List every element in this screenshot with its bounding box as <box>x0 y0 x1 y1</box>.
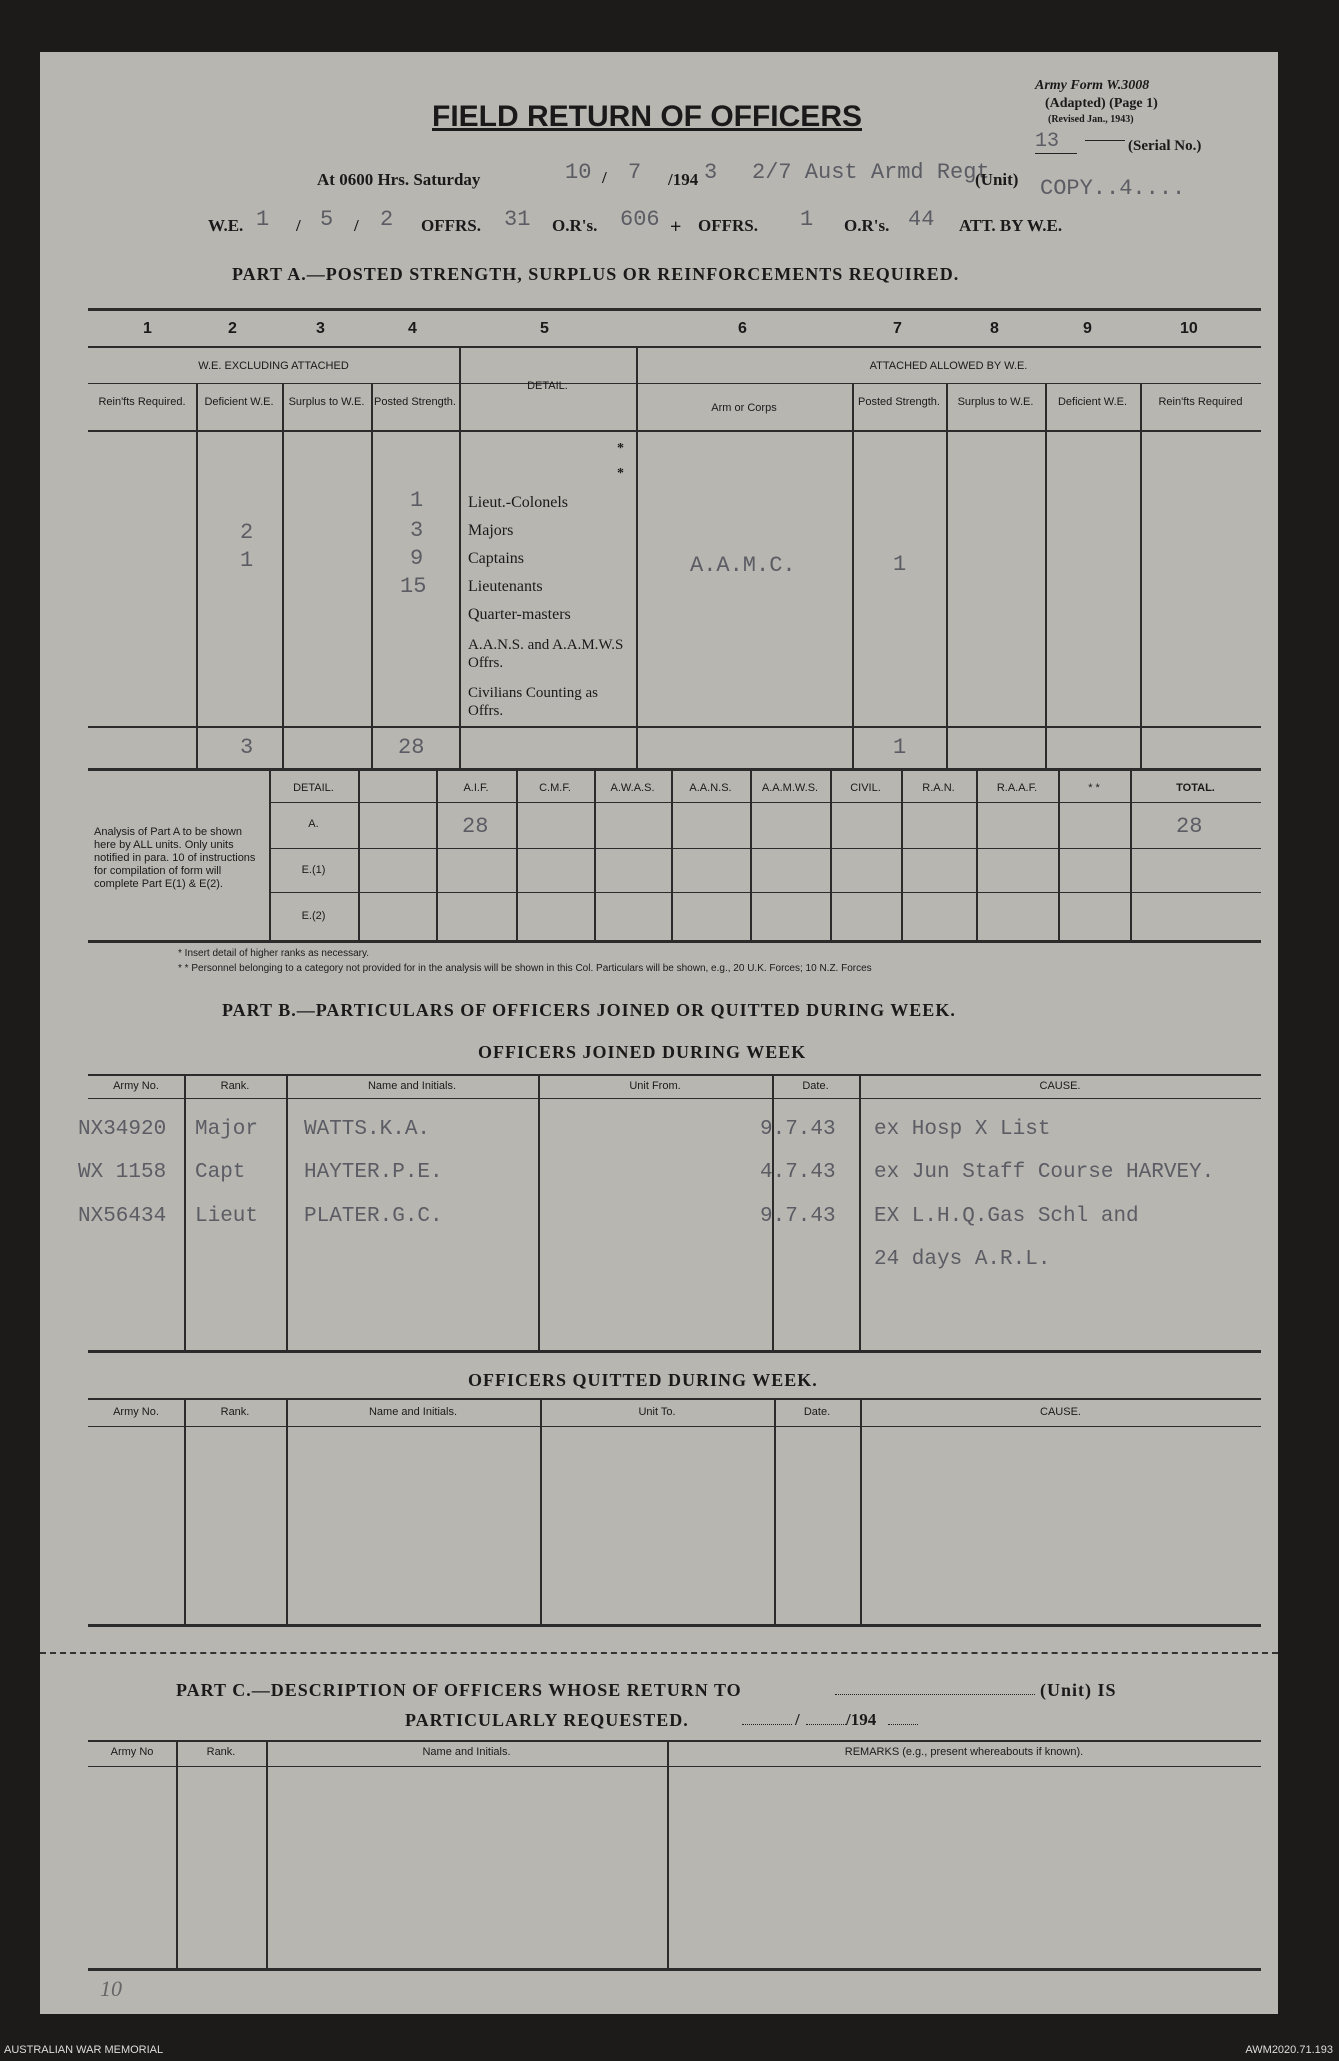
part-c-col-line <box>266 1740 268 1970</box>
part-c-header-rule <box>88 1766 1261 1767</box>
analysis-header-civil: CIVIL. <box>850 782 881 794</box>
perforation-line <box>40 1652 1278 1654</box>
part-c-unit-label: (Unit) IS <box>1040 1680 1117 1700</box>
analysis-col-line <box>1130 770 1132 942</box>
col-number: 2 <box>228 320 237 337</box>
part-b-title: PART B.—PARTICULARS OF OFFICERS JOINED OR QUITTED DURING WEEK. <box>222 1000 956 1020</box>
analysis-col-line <box>1058 770 1060 942</box>
copy-note: COPY..4.... <box>1040 176 1186 201</box>
posted-captains: 9 <box>410 546 424 571</box>
header-att-reinfts: Rein'fts Required <box>1158 396 1243 408</box>
col-number: 1 <box>143 320 152 337</box>
analysis-row-label: E.(1) <box>301 864 326 876</box>
part-a-col-line <box>459 346 461 768</box>
serial-value: 13 <box>1035 130 1077 154</box>
at-line-prefix: At 0600 Hrs. Saturday <box>317 170 481 189</box>
star-mark: * <box>617 466 624 481</box>
col-number: 8 <box>990 320 999 337</box>
joined-header-unit: Unit From. <box>629 1080 681 1092</box>
part-c-date-blank-3 <box>888 1724 918 1725</box>
serial-label: (Serial No.) <box>1128 138 1202 154</box>
analysis-header-aans: A.A.N.S. <box>689 782 732 794</box>
header-arm-corps: Arm or Corps <box>711 402 777 414</box>
arm-corps-value: A.A.M.C. <box>690 553 796 578</box>
posted-majors: 3 <box>410 518 424 543</box>
part-c-header-remarks: REMARKS (e.g., present whereabouts if known). <box>844 1746 1084 1758</box>
analysis-col-line <box>594 770 596 942</box>
joined-col-line <box>184 1074 186 1352</box>
analysis-header-other: * * <box>1088 782 1100 794</box>
header-posted: Posted Strength. <box>374 396 456 408</box>
row-cause: ex Hosp X List <box>874 1118 1051 1141</box>
we-value-2: 5 <box>320 207 334 232</box>
row-army-no: NX56434 <box>78 1205 167 1228</box>
rank-label: Majors <box>468 522 514 539</box>
part-a-group-rule-right <box>636 383 1261 384</box>
part-a-top-rule <box>88 308 1261 311</box>
quitted-header-unit: Unit To. <box>638 1406 676 1418</box>
quitted-top-rule <box>88 1398 1261 1400</box>
part-a-header-rule <box>88 430 1261 432</box>
quitted-header-date: Date. <box>803 1406 831 1418</box>
att-by-we: ATT. BY W.E. <box>959 216 1063 235</box>
deficient-majors: 2 <box>240 520 254 545</box>
quitted-header-cause: CAUSE. <box>1040 1406 1081 1418</box>
margin-note: 10 <box>100 1976 122 2001</box>
att-posted-value: 1 <box>893 552 907 577</box>
joined-header-armyno: Army No. <box>113 1080 159 1092</box>
rank-label: Quarter-masters <box>468 606 571 623</box>
group-right-header: ATTACHED ALLOWED BY W.E. <box>869 360 1028 372</box>
analysis-header-rule <box>269 802 1261 803</box>
rank-label: Captains <box>468 550 524 567</box>
part-c-bottom-rule <box>88 1968 1261 1971</box>
part-a-col-line <box>1140 383 1142 768</box>
part-c-line2: PARTICULARLY REQUESTED. <box>405 1710 689 1730</box>
row-army-no: NX34920 <box>78 1118 167 1141</box>
analysis-aif-value: 28 <box>462 814 489 839</box>
footnote-2: * * Personnel belonging to a category not provided for in the analysis will be shown in this Col. Particulars will be shown, e.g., 20 U.K. Forces; 10 N.Z. Forces <box>178 963 872 974</box>
part-a-col-line <box>371 383 373 768</box>
form-id-line3: (Revised Jan., 1943) <box>1048 114 1134 125</box>
we-value-3: 2 <box>380 207 394 232</box>
form-id-line1: Army Form W.3008 <box>1035 78 1150 93</box>
part-c-col-line <box>176 1740 178 1970</box>
analysis-col-line <box>516 770 518 942</box>
footnote-1: * Insert detail of higher ranks as necessary. <box>178 948 370 959</box>
analysis-col-line <box>358 770 360 942</box>
plus-sign: + <box>670 216 682 238</box>
col-number: 6 <box>738 320 747 337</box>
col-number: 9 <box>1083 320 1092 337</box>
offrs-value: 31 <box>504 207 531 232</box>
row-cause: 24 days A.R.L. <box>874 1248 1051 1271</box>
total-deficient: 3 <box>240 735 254 760</box>
header-surplus: Surplus to W.E. <box>288 396 365 408</box>
part-c-header-name: Name and Initials. <box>422 1746 511 1758</box>
deficient-captains: 1 <box>240 548 254 573</box>
analysis-header-aamws: A.A.M.W.S. <box>761 782 819 794</box>
part-c-line1: PART C.—DESCRIPTION OF OFFICERS WHOSE RETURN TO <box>176 1680 742 1700</box>
rank-label: Lieutenants <box>468 578 543 595</box>
ors-value: 606 <box>620 207 660 232</box>
quitted-header-armyno: Army No. <box>113 1406 159 1418</box>
quitted-header-name: Name and Initials. <box>368 1406 458 1418</box>
star-mark: * <box>617 441 624 456</box>
quitted-title: OFFICERS QUITTED DURING WEEK. <box>468 1370 818 1390</box>
header-reinfts: Rein'fts Required. <box>98 396 186 408</box>
offrs2-label: OFFRS. <box>698 216 758 235</box>
offrs2-value: 1 <box>800 207 814 232</box>
quitted-col-line <box>540 1398 542 1626</box>
at-year: 3 <box>704 160 718 185</box>
row-rank: Major <box>195 1118 259 1141</box>
total-att-posted: 1 <box>893 735 907 760</box>
header-att-surplus: Surplus to W.E. <box>957 396 1034 408</box>
part-c-header-rank: Rank. <box>206 1746 236 1758</box>
col-number: 4 <box>408 320 417 337</box>
part-a-total-rule <box>88 726 1261 728</box>
row-name: WATTS.K.A. <box>304 1118 431 1141</box>
quitted-header-rank: Rank. <box>220 1406 250 1418</box>
total-posted: 28 <box>398 735 425 760</box>
analysis-header-raaf: R.A.A.F. <box>996 782 1038 794</box>
joined-bottom-rule <box>88 1350 1261 1353</box>
analysis-header-detail: DETAIL. <box>293 782 334 794</box>
analysis-row-label: E.(2) <box>301 910 326 922</box>
group-left-header: W.E. EXCLUDING ATTACHED <box>198 360 349 372</box>
part-c-header-armyno: Army No <box>110 1746 154 1758</box>
joined-header-rank: Rank. <box>220 1080 250 1092</box>
joined-header-name: Name and Initials. <box>367 1080 457 1092</box>
joined-col-line <box>538 1074 540 1352</box>
row-name: PLATER.G.C. <box>304 1205 443 1228</box>
posted-lt-col: 1 <box>410 488 424 513</box>
form-title: FIELD RETURN OF OFFICERS <box>432 100 862 133</box>
joined-header-date: Date. <box>802 1080 829 1092</box>
form-id-line2: (Adapted) (Page 1) <box>1045 96 1158 111</box>
header-deficient: Deficient W.E. <box>204 396 274 408</box>
analysis-col-line <box>830 770 832 942</box>
part-c-date-blank-2 <box>806 1724 846 1725</box>
analysis-col-line <box>750 770 752 942</box>
offrs-label: OFFRS. <box>421 216 481 235</box>
ors-label: O.R's. <box>552 216 598 235</box>
ors2-value: 44 <box>908 207 935 232</box>
part-a-col-line <box>196 383 198 768</box>
header-att-posted: Posted Strength. <box>858 396 940 408</box>
quitted-header-rule <box>88 1426 1261 1427</box>
part-c-col-line <box>667 1740 669 1970</box>
analysis-row-label: A. <box>308 818 319 830</box>
unit-label: (Unit) <box>975 170 1019 189</box>
analysis-col-line <box>671 770 673 942</box>
analysis-header-ran: R.A.N. <box>922 782 955 794</box>
analysis-header-aif: A.I.F. <box>463 782 489 794</box>
we-value-1: 1 <box>256 207 270 232</box>
part-a-col-line <box>946 383 948 768</box>
analysis-note: Analysis of Part A to be shown here by ALL units. Only units notified in para. 10 of instructions for compilation of form will complete Part E(1) & E(2). <box>94 826 256 890</box>
row-army-no: WX 1158 <box>78 1161 167 1184</box>
analysis-header-total: TOTAL. <box>1176 782 1215 794</box>
row-date: 9.7.43 <box>760 1118 836 1141</box>
quitted-col-line <box>286 1398 288 1626</box>
at-year-prefix: /194 <box>668 170 699 189</box>
posted-lieutenants: 15 <box>400 574 427 599</box>
row-cause: ex Jun Staff Course HARVEY. <box>874 1161 1215 1184</box>
part-a-col-line <box>282 383 284 768</box>
header-att-deficient: Deficient W.E. <box>1057 396 1128 408</box>
analysis-header-awas: A.W.A.S. <box>610 782 655 794</box>
col-number: 10 <box>1180 320 1198 337</box>
joined-col-line <box>859 1074 861 1352</box>
part-a-title: PART A.—POSTED STRENGTH, SURPLUS OR REINFORCEMENTS REQUIRED. <box>232 264 960 284</box>
analysis-row-rule <box>269 848 1261 849</box>
part-c-date-tail: /194 <box>846 1710 877 1729</box>
quitted-col-line <box>184 1398 186 1626</box>
analysis-col-line <box>976 770 978 942</box>
joined-header-cause: CAUSE. <box>1039 1080 1081 1092</box>
part-c-date-blank-1 <box>742 1724 792 1725</box>
part-a-num-rule <box>88 346 1261 348</box>
quitted-bottom-rule <box>88 1624 1261 1627</box>
analysis-row-rule <box>269 892 1261 893</box>
at-day: 10 <box>565 160 592 185</box>
rank-label: Civilians Counting as Offrs. <box>468 685 599 719</box>
quitted-col-line <box>860 1398 862 1626</box>
footer-right: AWM2020.71.193 <box>1245 2044 1333 2056</box>
col-number: 5 <box>540 320 549 337</box>
footer-left: AUSTRALIAN WAR MEMORIAL <box>4 2044 164 2056</box>
analysis-bottom-rule <box>88 940 1261 943</box>
rank-label: A.A.N.S. and A.A.M.W.S Offrs. <box>468 637 624 671</box>
quitted-col-line <box>774 1398 776 1626</box>
joined-header-rule <box>88 1098 1261 1099</box>
part-c-unit-blank <box>835 1694 1035 1695</box>
part-c-top-rule <box>88 1740 1261 1742</box>
col-number: 7 <box>893 320 902 337</box>
row-rank: Lieut <box>195 1205 259 1228</box>
row-date: 4.7.43 <box>760 1161 836 1184</box>
part-a-col-line <box>852 383 854 768</box>
detail-header: DETAIL. <box>527 380 568 392</box>
rank-label: Lieut.-Colonels <box>468 494 568 511</box>
analysis-col-line <box>436 770 438 942</box>
row-date: 9.7.43 <box>760 1205 836 1228</box>
row-rank: Capt <box>195 1161 246 1184</box>
we-label: W.E. <box>208 216 244 235</box>
unit-value: 2/7 Aust Armd Regt <box>752 160 990 185</box>
ors2-label: O.R's. <box>844 216 890 235</box>
analysis-total-value: 28 <box>1176 814 1203 839</box>
analysis-col-line <box>901 770 903 942</box>
serial-blank <box>1085 140 1125 141</box>
part-a-bottom-rule <box>88 768 1261 771</box>
joined-title: OFFICERS JOINED DURING WEEK <box>478 1042 807 1062</box>
col-number: 3 <box>316 320 325 337</box>
part-a-col-line <box>1045 383 1047 768</box>
at-month: 7 <box>628 160 642 185</box>
joined-col-line <box>286 1074 288 1352</box>
row-name: HAYTER.P.E. <box>304 1161 443 1184</box>
row-cause: EX L.H.Q.Gas Schl and <box>874 1205 1139 1228</box>
analysis-header-cmf: C.M.F. <box>539 782 571 794</box>
joined-top-rule <box>88 1074 1261 1076</box>
